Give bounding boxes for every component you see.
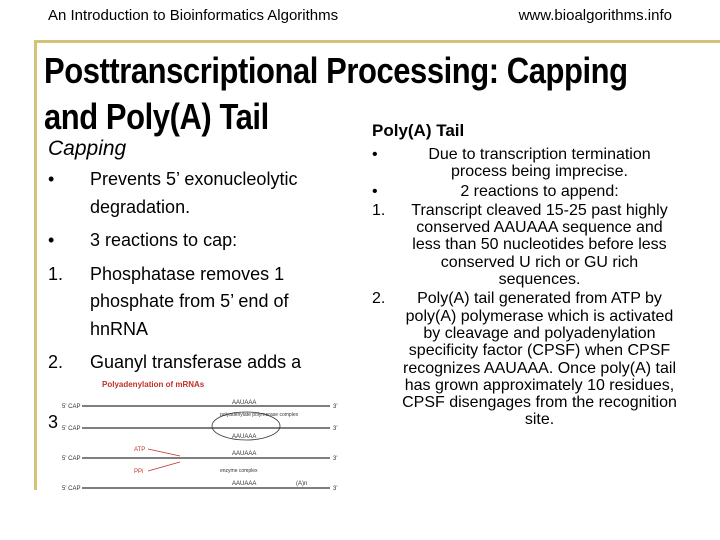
frame-left-rule: [34, 40, 37, 490]
polya-item-text: 2 reactions to append:: [460, 182, 619, 200]
enzyme-label: enzyme complex: [220, 468, 258, 474]
capping-item-text: Guanyl transferase adds a: [90, 352, 302, 372]
capping-heading: Capping: [48, 137, 127, 160]
capping-item-text: Phosphatase removes 1 phosphate from 5’ end of hnRNA: [90, 263, 289, 339]
polya-item: [372, 202, 677, 288]
bullet-marker: •: [372, 146, 378, 163]
capping-item: [48, 261, 343, 344]
number-marker: 2.: [372, 290, 386, 308]
slide-title-line1: Posttranscriptional Processing: Capping: [44, 50, 628, 91]
row-cap-label: 5' CAP: [62, 404, 81, 410]
complex-label: polyadenylate polymerase complex: [220, 412, 299, 418]
ppi-label: PPi: [134, 469, 144, 475]
polyadenylation-diagram: [60, 378, 343, 518]
figure-title: Polyadenylation of mRNAs: [102, 380, 205, 389]
number-marker: 1.: [48, 263, 64, 284]
number-marker: 2.: [48, 352, 64, 372]
bullet-marker: •: [48, 169, 55, 189]
polya-item: [372, 290, 677, 428]
bullet-marker: •: [372, 182, 378, 200]
polya-section: [372, 120, 677, 431]
frame-top-rule: [34, 40, 720, 43]
capping-item-text: 3 reactions to cap:: [90, 230, 238, 250]
capping-item-3-marker: 3: [48, 412, 59, 432]
header-course-title: An Introduction to Bioinformatics Algorithms: [48, 7, 339, 24]
slide-title-line2: and Poly(A) Tail: [44, 96, 269, 137]
capping-item: [48, 227, 343, 255]
polya-item-text: Due to transcription termination process being imprecise.: [428, 146, 651, 181]
row-end-label: 3': [333, 486, 338, 492]
polya-item: [372, 146, 677, 181]
atp-label: ATP: [134, 447, 146, 453]
row-signal-label: AAUAAA: [232, 434, 257, 440]
capping-item: [48, 166, 343, 221]
polya-item: [372, 183, 677, 200]
polya-heading: Poly(A) Tail: [372, 121, 465, 140]
polya-item-text: Transcript cleaved 15-25 past highly conserved AAUAAA sequence and less than 50 nucleotides before less conserved U rich or GU rich sequences.: [411, 201, 668, 289]
header-website: www.bioalgorithms.info: [518, 7, 672, 24]
polya-tail-label: (A)n: [296, 481, 308, 487]
bullet-marker: •: [48, 230, 55, 250]
capping-item: [48, 349, 343, 378]
polyadenylation-figure: [60, 378, 343, 518]
row-end-label: 3': [333, 456, 338, 462]
row-signal-label: AAUAAA: [232, 451, 257, 457]
row-end-label: 3': [333, 404, 338, 410]
row-cap-label: 5' CAP: [62, 486, 81, 492]
number-marker: 1.: [372, 201, 386, 219]
row-signal-label: AAUAAA: [232, 400, 257, 406]
row-cap-label: 5' CAP: [62, 456, 81, 462]
row-end-label: 3': [333, 426, 338, 432]
row-signal-label: AAUAAA: [232, 481, 257, 487]
capping-section: [48, 136, 343, 378]
capping-item-text: Prevents 5’ exonucleolytic degradation.: [90, 169, 298, 217]
polya-item-text: Poly(A) tail generated from ATP by poly(A) polymerase which is activated by cleavage and polyadenylation specificity factor (CPSF) when CPSF recognizes AAUAAA. Once poly(A) tail has grown approximately 10 residues, CPSF disengages from the recognition site.: [402, 290, 677, 429]
row-cap-label: 5' CAP: [62, 426, 81, 432]
